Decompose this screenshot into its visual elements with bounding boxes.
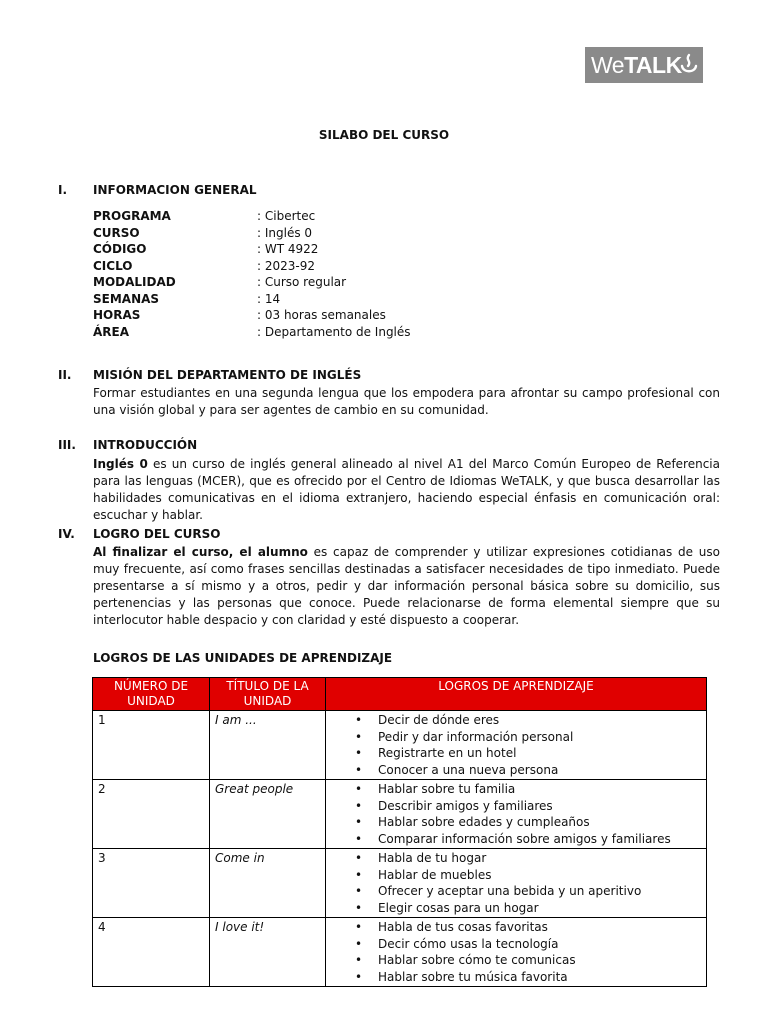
goal-item: • Hablar de muebles: [331, 867, 701, 884]
goal-item: • Ofrecer y aceptar una bebida y un aperitivo: [331, 883, 701, 900]
goal-item: • Decir de dónde eres: [331, 712, 701, 729]
info-key: CICLO: [93, 258, 133, 273]
unit-goals: [326, 849, 707, 918]
introduction-paragraph: [93, 456, 720, 524]
info-row: [93, 226, 411, 243]
logo-text-talk: TALK: [624, 51, 682, 78]
section-1-heading: INFORMACION GENERAL: [93, 183, 257, 197]
info-row: [93, 259, 411, 276]
mission-paragraph: Formar estudiantes en una segunda lengua que los empodera para afrontar su campo profesional con una visión global y para ser agentes de cambio en su comunidad.: [93, 386, 720, 417]
unit-goals: [326, 711, 707, 780]
course-goal-paragraph: [93, 544, 720, 629]
unit-title: I love it!: [210, 918, 326, 987]
info-row: [93, 275, 411, 292]
goals-list: [331, 712, 701, 778]
goal-item: • Hablar sobre tu música favorita: [331, 969, 701, 986]
course-goal-bold-lead: Al finalizar el curso, el alumno: [93, 545, 308, 559]
info-key: CURSO: [93, 225, 140, 240]
section-3-heading: INTRODUCCIÓN: [93, 438, 198, 452]
info-key: PROGRAMA: [93, 209, 171, 223]
info-key: SEMANAS: [93, 291, 160, 306]
table-row: [93, 780, 707, 849]
info-value: : Curso regular: [257, 275, 347, 289]
info-value: : 14: [257, 291, 281, 306]
unit-number: 1: [93, 711, 210, 780]
info-key: HORAS: [93, 308, 141, 322]
units-title: LOGROS DE LAS UNIDADES DE APRENDIZAJE: [93, 651, 393, 665]
info-key: MODALIDAD: [93, 275, 176, 289]
unit-title: Come in: [210, 849, 326, 918]
info-value: : WT 4922: [257, 242, 319, 256]
header-learning-goals: LOGROS DE APRENDIZAJE: [326, 678, 707, 711]
goal-item: • Hablar sobre edades y cumpleaños: [331, 814, 701, 831]
section-3-number: III.: [58, 438, 76, 452]
info-value: : 03 horas semanales: [257, 308, 386, 322]
goal-item: • Describir amigos y familiares: [331, 798, 701, 815]
goal-item: • Decir cómo usas la tecnología: [331, 936, 701, 953]
logo-text: [591, 52, 682, 79]
goal-item: • Registrarte en un hotel: [331, 745, 701, 762]
header-unit-number: NÚMERO DE UNIDAD: [93, 678, 210, 711]
goal-item: • Conocer a una nueva persona: [331, 762, 701, 779]
goal-item: • Habla de tu hogar: [331, 850, 701, 867]
goals-list: [331, 781, 701, 847]
info-row: [93, 325, 411, 342]
table-row: [93, 849, 707, 918]
logo-flame-icon: [679, 53, 699, 77]
info-row: [93, 209, 411, 226]
unit-goals: [326, 780, 707, 849]
info-key: ÁREA: [93, 324, 130, 339]
general-info-list: [93, 209, 411, 341]
logo-text-we: We: [591, 51, 625, 78]
info-value: : Departamento de Inglés: [257, 324, 411, 339]
unit-title: Great people: [210, 780, 326, 849]
table-row: [93, 711, 707, 780]
unit-number: 2: [93, 780, 210, 849]
unit-title: I am ...: [210, 711, 326, 780]
unit-number: 4: [93, 918, 210, 987]
goal-item: • Hablar sobre tu familia: [331, 781, 701, 798]
goal-item: • Hablar sobre cómo te comunicas: [331, 952, 701, 969]
section-4-heading: LOGRO DEL CURSO: [93, 527, 221, 541]
introduction-text: es un curso de inglés general alineado al nivel A1 del Marco Común Europeo de Referencia para las lenguas (MCER), que es ofrecido por el Centro de Idiomas WeTALK, y que busca desarrollar las habilidades comunicativas en el idioma extranjero, haciendo especial énfasis en comunicación oral: escuchar y hablar.: [93, 457, 720, 522]
table-row: [93, 918, 707, 987]
info-row: [93, 242, 411, 259]
info-key: CÓDIGO: [93, 242, 147, 256]
info-row: [93, 292, 411, 309]
document-title: SILABO DEL CURSO: [318, 128, 450, 142]
info-value: : 2023-92: [257, 258, 315, 273]
goal-item: • Pedir y dar información personal: [331, 729, 701, 746]
section-2-heading: MISIÓN DEL DEPARTAMENTO DE INGLÉS: [93, 368, 362, 382]
section-2-number: II.: [58, 368, 72, 382]
unit-goals: [326, 918, 707, 987]
section-4-number: IV.: [58, 527, 75, 541]
wetalk-logo: [585, 47, 703, 83]
info-value: : Cibertec: [257, 209, 316, 223]
unit-number: 3: [93, 849, 210, 918]
header-unit-title: TÍTULO DE LA UNIDAD: [210, 678, 326, 711]
section-1-number: I.: [58, 183, 68, 197]
course-goal-text: es capaz de comprender y utilizar expresiones cotidianas de uso muy frecuente, así como frases sencillas destinadas a satisfacer necesidades de tipo inmediato. Puede presentarse a sí mismo y a otros, pedir y dar información personal básica sobre su domicilio, sus pertenencias y las personas que conoce. Puede relacionarse de forma elemental siempre que su interlocutor hable despacio y con claridad y esté dispuesto a cooperar.: [93, 545, 720, 627]
goals-list: [331, 919, 701, 985]
units-table-header-row: [93, 678, 707, 711]
units-table: [92, 677, 707, 987]
goal-item: • Habla de tus cosas favoritas: [331, 919, 701, 936]
info-row: [93, 308, 411, 325]
goal-item: • Elegir cosas para un hogar: [331, 900, 701, 917]
introduction-bold-lead: Inglés 0: [93, 457, 148, 471]
goals-list: [331, 850, 701, 916]
goal-item: • Comparar información sobre amigos y familiares: [331, 831, 701, 848]
info-value: : Inglés 0: [257, 225, 313, 240]
